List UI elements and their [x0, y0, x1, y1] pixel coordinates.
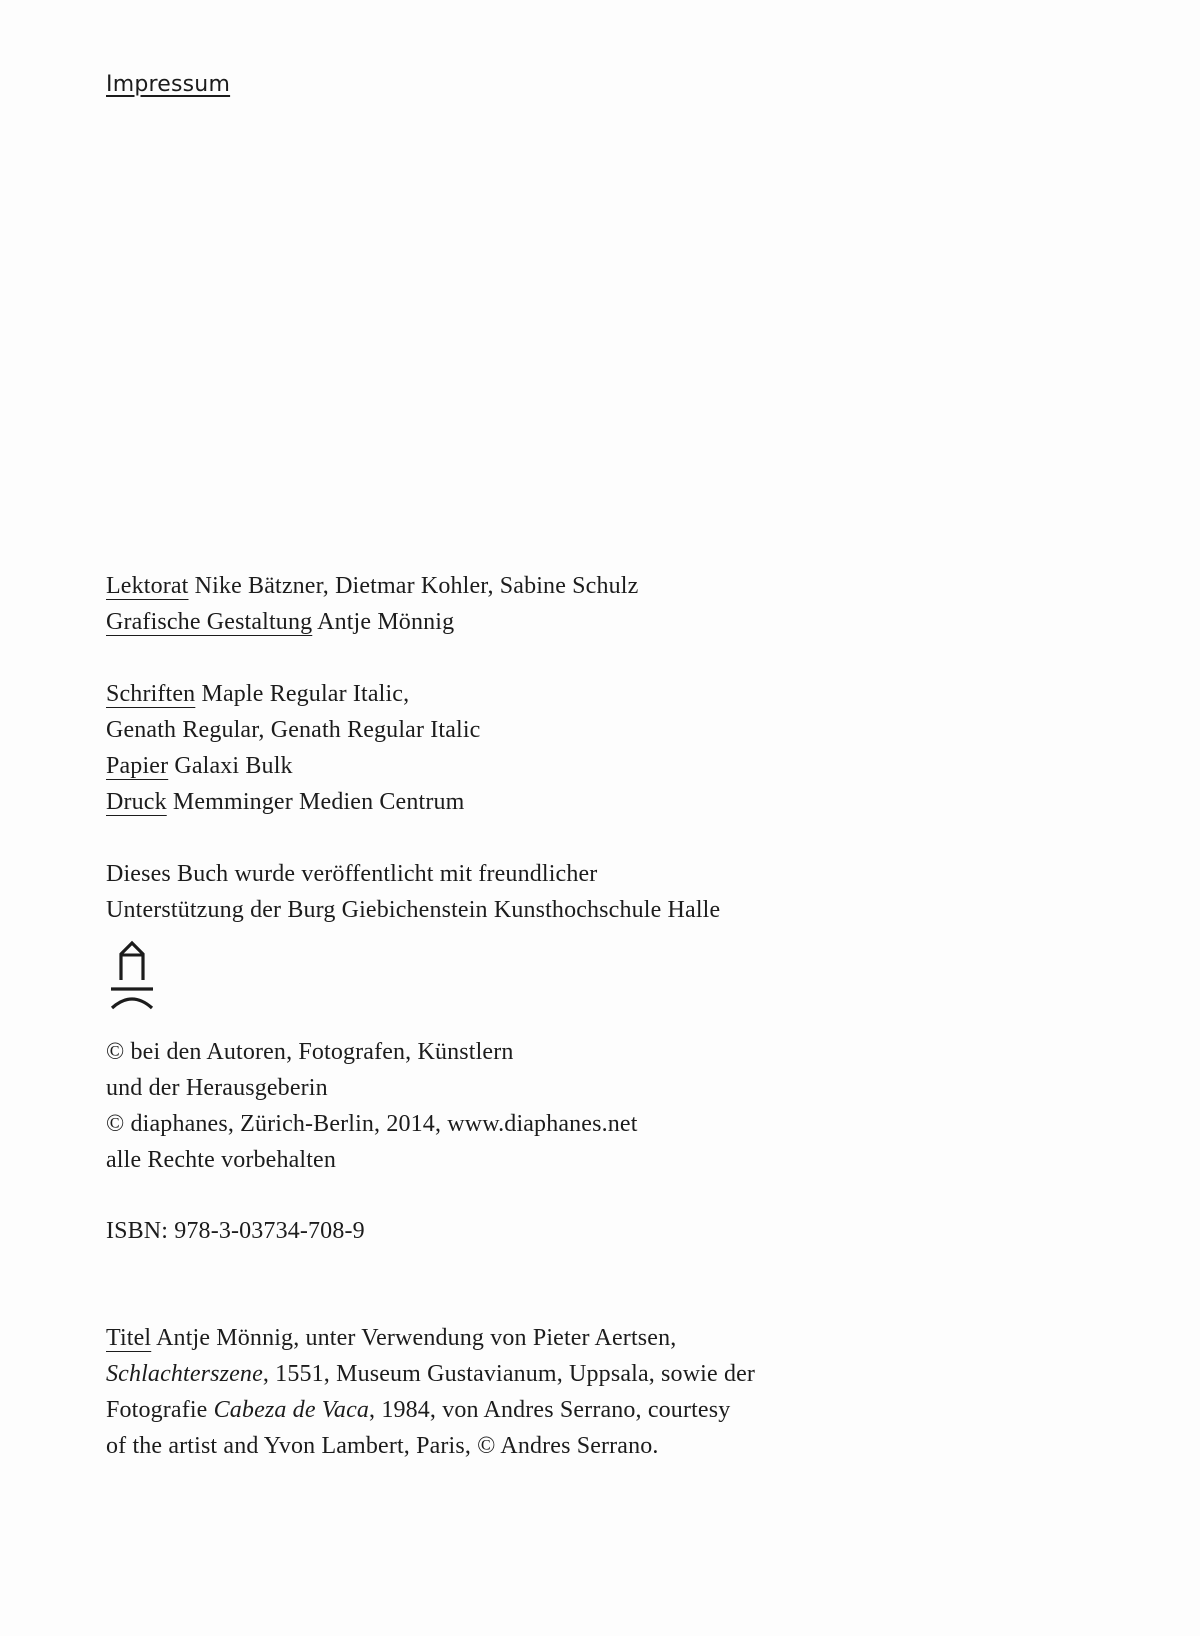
print-value: Memminger Medien Centrum	[172, 789, 465, 815]
support-line-1: Dieses Buch wurde veröffentlicht mit freundlicher	[106, 861, 598, 887]
paper-value: Galaxi Bulk	[174, 753, 293, 779]
print-label: Druck	[106, 789, 167, 815]
fonts-label: Schriften	[106, 681, 196, 707]
page-title: Impressum	[106, 72, 231, 97]
burg-giebichenstein-tower-icon	[108, 938, 156, 1010]
cover-label: Titel	[106, 1325, 152, 1351]
isbn-section	[106, 1213, 365, 1249]
credit-label-editing: Lektorat	[106, 573, 189, 599]
copyright-line-4: alle Rechte vorbehalten	[106, 1147, 337, 1173]
support-section	[106, 856, 720, 928]
cover-value-1: Antje Mönnig, unter Verwendung von Pieter Aertsen,	[156, 1325, 677, 1351]
production-section	[106, 676, 480, 820]
credit-value-design: Antje Mönnig	[317, 609, 455, 635]
isbn: ISBN: 978-3-03734-708-9	[106, 1218, 365, 1244]
copyright-section	[106, 1034, 638, 1178]
credit-line-design	[106, 604, 638, 640]
cover-line-4: of the artist and Yvon Lambert, Paris, © Andres Serrano.	[106, 1433, 659, 1459]
cover-value-3b: , 1984, von Andres Serrano, courtesy	[369, 1397, 731, 1423]
fonts-value-1: Maple Regular Italic,	[201, 681, 410, 707]
credit-value-editing: Nike Bätzner, Dietmar Kohler, Sabine Schulz	[194, 573, 639, 599]
fonts-line-1	[106, 676, 480, 712]
paper-line	[106, 748, 480, 784]
fonts-line-2: Genath Regular, Genath Regular Italic	[106, 717, 481, 743]
copyright-line-1: © bei den Autoren, Fotografen, Künstlern	[106, 1039, 514, 1065]
paper-label: Papier	[106, 753, 169, 779]
artwork-title: Schlachterszene	[106, 1361, 263, 1387]
print-line	[106, 784, 480, 820]
copyright-line-2: und der Herausgeberin	[106, 1075, 328, 1101]
cover-credit-section	[106, 1320, 755, 1464]
credit-line-editing	[106, 568, 638, 604]
cover-line-1	[106, 1320, 755, 1356]
credit-label-design: Grafische Gestaltung	[106, 609, 313, 635]
cover-line-3	[106, 1392, 755, 1428]
copyright-line-3: © diaphanes, Zürich-Berlin, 2014, www.diaphanes.net	[106, 1111, 638, 1137]
cover-value-3a: Fotografie	[106, 1397, 214, 1423]
cover-value-2: , 1551, Museum Gustavianum, Uppsala, sowie der	[262, 1361, 756, 1387]
credits-section	[106, 568, 638, 640]
support-line-2: Unterstützung der Burg Giebichenstein Kunsthochschule Halle	[106, 897, 721, 923]
cover-line-2	[106, 1356, 755, 1392]
photo-title: Cabeza de Vaca	[213, 1397, 370, 1423]
